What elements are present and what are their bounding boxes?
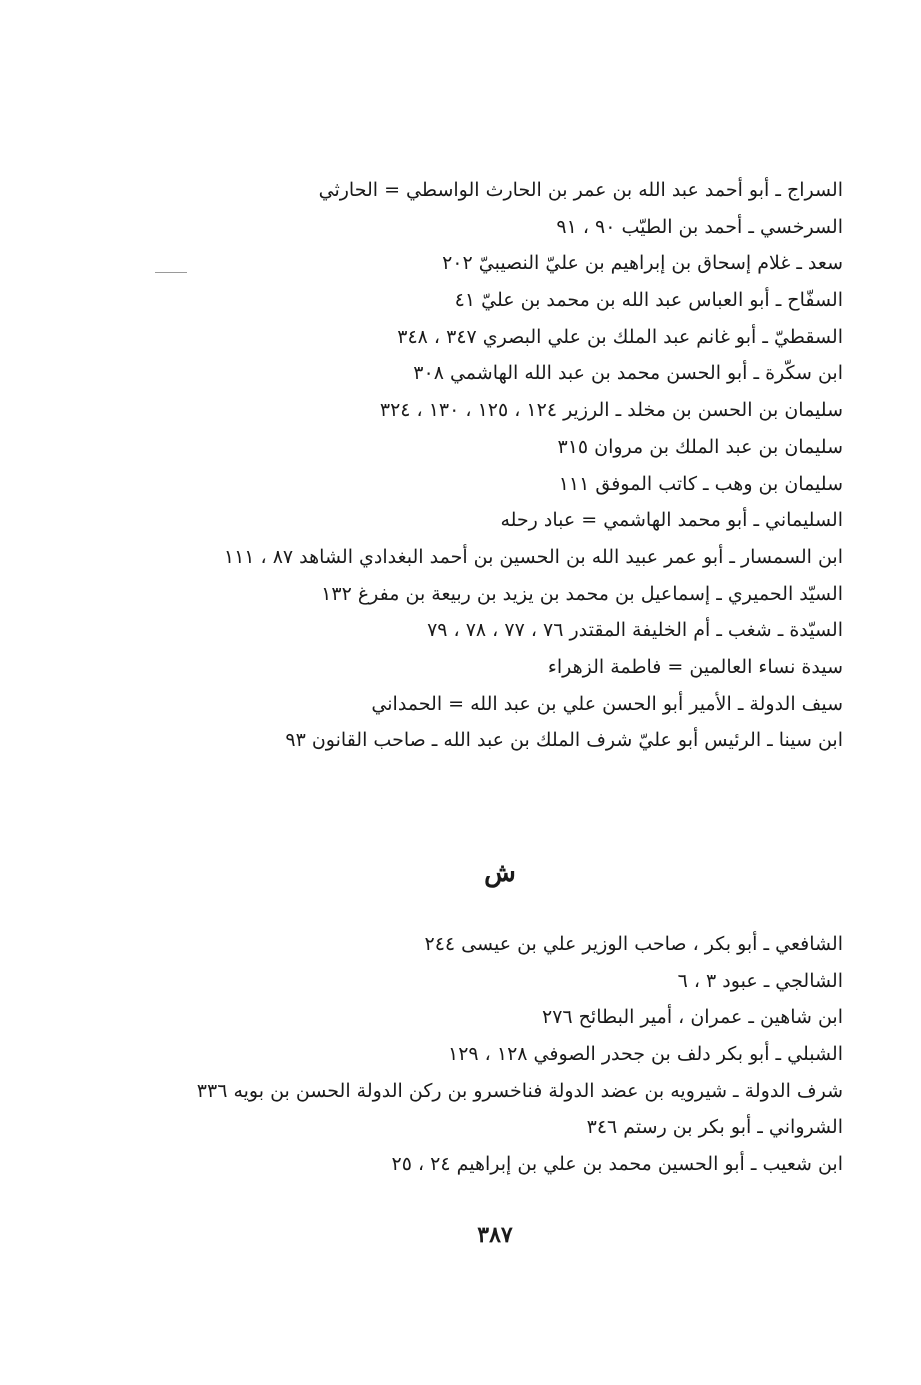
index-section-shin [183,926,843,1183]
index-entry: الشرواني ـ أبو بكر بن رستم ٣٤٦ [586,1116,843,1139]
index-entry: الشبلي ـ أبو بكر دلف بن جحدر الصوفي ١٢٨ ، ١٢٩ [448,1043,843,1066]
index-entry: السفّاح ـ أبو العباس عبد الله بن محمد بن عليّ ٤١ [454,289,843,312]
index-entry: سليمان بن عبد الملك بن مروان ٣١٥ [557,435,843,458]
index-entry: سليمان بن وهب ـ كاتب الموفق ١١١ [558,472,843,495]
index-entry: السيّد الحميري ـ إسماعيل بن محمد بن يزيد بن ربيعة بن مفرغ ١٣٢ [321,582,843,605]
index-entry: السراج ـ أبو أحمد عبد الله بن عمر بن الحارث الواسطي = الحارثي [318,179,843,201]
index-entry: سيدة نساء العالمين = فاطمة الزهراء [547,655,843,678]
index-entry: ابن شاهين ـ عمران ، أمير البطائح ٢٧٦ [542,1006,843,1029]
index-entry: سيف الدولة ـ الأمير أبو الحسن علي بن عبد الله = الحمداني [371,692,843,715]
page-number: ٣٨٧ [477,1222,513,1248]
index-entry: سليمان بن الحسن بن مخلد ـ الرزير ١٢٤ ، ١٢٥ ، ١٣٠ ، ٣٢٤ [379,399,843,422]
section-letter-heading: ش [484,858,516,888]
index-entry: ابن سكّرة ـ أبو الحسن محمد بن عبد الله الهاشمي ٣٠٨ [413,362,843,385]
index-entry: السقطيّ ـ أبو غانم عبد الملك بن علي البصري ٣٤٧ ، ٣٤٨ [397,325,843,348]
index-entry: السيّدة ـ شغب ـ أم الخليفة المقتدر ٧٦ ، ٧٧ ، ٧٨ ، ٧٩ [427,619,843,642]
index-entry: ابن شعيب ـ أبو الحسين محمد بن علي بن إبراهيم ٢٤ ، ٢٥ [391,1153,843,1176]
index-section-sin [183,172,843,759]
index-entry: شرف الدولة ـ شيرويه بن عضد الدولة فناخسرو بن ركن الدولة الحسن بن بويه ٣٣٦ [196,1079,843,1102]
index-entry: الشالجي ـ عبود ٣ ، ٦ [677,969,843,992]
index-entry: السرخسي ـ أحمد بن الطيّب ٩٠ ، ٩١ [556,215,843,238]
index-entry: الشافعي ـ أبو بكر ، صاحب الوزير علي بن عيسى ٢٤٤ [424,933,843,955]
index-entry: سعد ـ غلام إسحاق بن إبراهيم بن عليّ النصيبيّ ٢٠٢ [442,252,843,275]
index-entry: ابن السمسار ـ أبو عمر عبيد الله بن الحسين بن أحمد البغدادي الشاهد ٨٧ ، ١١١ [223,545,843,568]
index-entry: ابن سينا ـ الرئيس أبو عليّ شرف الملك بن عبد الله ـ صاحب القانون ٩٣ [285,729,843,752]
index-entry: السليماني ـ أبو محمد الهاشمي = عباد رحله [500,509,843,532]
